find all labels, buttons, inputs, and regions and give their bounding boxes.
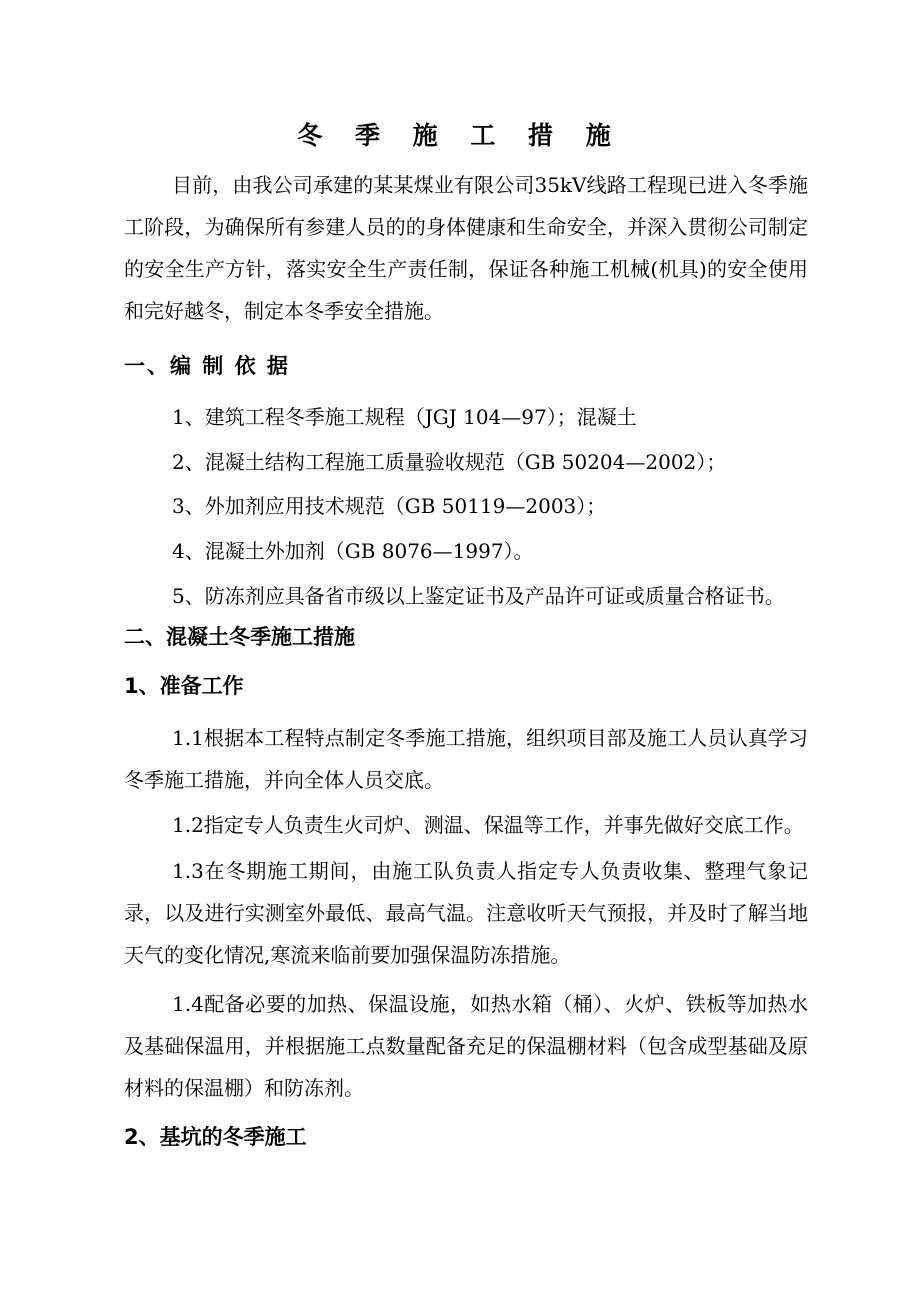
preparation-paragraph-4: 1.4配备必要的加热、保温设施，如热水箱（桶）、火炉、铁板等加热水及基础保温用，并根据施工点数量配备充足的保温棚材料（包含成型基础及原材料的保温棚）和防冻剂。 [124, 992, 808, 1100]
page-title: 冬 季 施 工 措 施 [297, 121, 623, 150]
basis-item-4: 4、混凝土外加剂（GB 8076—1997）。 [172, 539, 534, 563]
section-heading-basis: 一、编 制 依 据 [124, 354, 290, 378]
preparation-paragraph-3: 1.3在冬期施工期间，由施工队负责人指定专人负责收集、整理气象记录，以及进行实测室外最低、最高气温。注意收听天气预报，并及时了解当地天气的变化情况,寒流来临前要加强保温防冻措施。 [124, 859, 808, 967]
subsection-heading-preparation: 1、准备工作 [124, 674, 244, 698]
basis-item-1: 1、建筑工程冬季施工规程（JGJ 104—97）；混凝土 [172, 405, 637, 429]
subsection-heading-foundation-pit: 2、基坑的冬季施工 [124, 1125, 307, 1149]
intro-paragraph: 目前，由我公司承建的某某煤业有限公司35kV线路工程现已进入冬季施工阶段，为确保所有参建人员的的身体健康和生命安全，并深入贯彻公司制定的安全生产方针，落实安全生产责任制，保证各种施工机械(机具)的安全使用和完好越冬，制定本冬季安全措施。 [124, 173, 808, 323]
preparation-paragraph-2: 1.2指定专人负责生火司炉、测温、保温等工作，并事先做好交底工作。 [172, 813, 804, 837]
basis-item-2: 2、混凝土结构工程施工质量验收规范（GB 50204—2002）； [172, 450, 727, 474]
basis-item-5: 5、防冻剂应具备省市级以上鉴定证书及产品许可证或质量合格证书。 [172, 584, 785, 608]
section-heading-concrete: 二、混凝土冬季施工措施 [124, 625, 355, 649]
basis-item-3: 3、外加剂应用技术规范（GB 50119—2003）； [172, 494, 607, 518]
preparation-paragraph-1: 1.1根据本工程特点制定冬季施工措施，组织项目部及施工人员认真学习冬季施工措施，并向全体人员交底。 [124, 726, 808, 792]
